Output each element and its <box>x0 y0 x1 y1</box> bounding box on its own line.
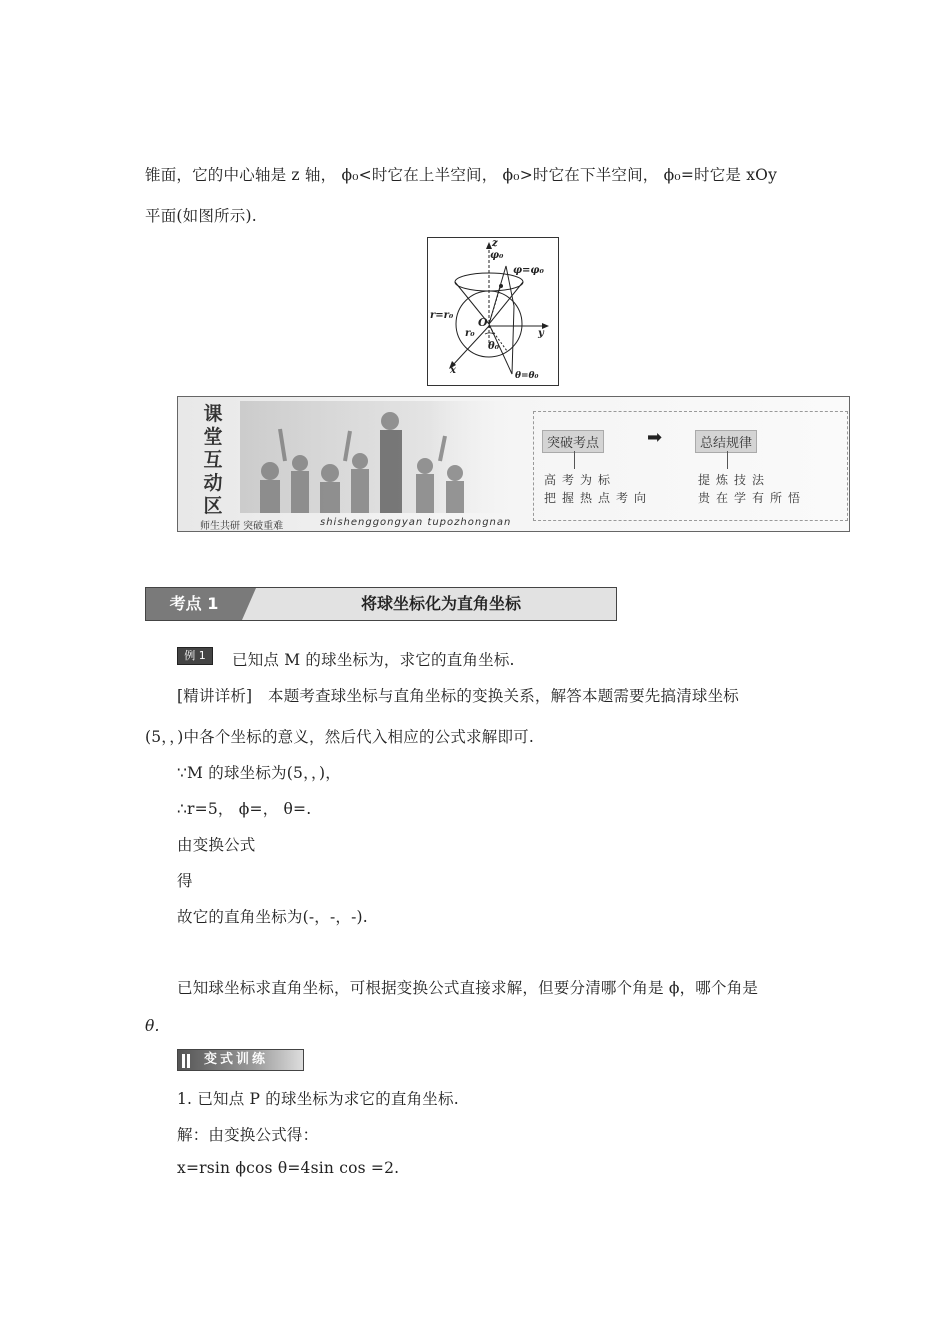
phi0-label: φ₀ <box>490 250 504 261</box>
example-question: 已知点 M 的球坐标为，求它的直角坐标. <box>232 651 515 669</box>
theta-equation-label: θ=θ₀ <box>515 371 539 381</box>
exercise-question: 1. 已知点 P 的球坐标为求它的直角坐标. <box>177 1090 459 1108</box>
theta0-label: θ₀ <box>488 341 500 352</box>
x-axis-label: x <box>450 365 456 376</box>
paragraph-line: 平面(如图所示). <box>145 207 257 225</box>
banner-right-line1: 提炼技法 <box>698 473 771 487</box>
tag-summary: 总结规律 <box>695 430 757 453</box>
bars-icon <box>182 1053 192 1067</box>
solution-step: ∴r=5， ϕ=， θ=. <box>177 800 312 818</box>
section-header <box>145 587 617 621</box>
r0-label: r₀ <box>465 328 475 339</box>
banner-left-line2: 把握热点考向 <box>544 491 653 505</box>
banner-footer-cn: 师生共研 突破重难 <box>200 521 284 532</box>
connector-line <box>727 451 728 469</box>
spherical-coordinate-figure <box>427 237 559 386</box>
paragraph-line: 锥面，它的中心轴是 z 轴， ϕ₀<时它在上半空间， ϕ₀>时它在下半空间， ϕ₀=时它是 xOy <box>145 166 778 184</box>
banner-right-line2: 贵在学有所悟 <box>698 491 807 505</box>
tag-breakthrough: 突破考点 <box>542 430 604 453</box>
analysis-line: (5，，)中各个坐标的意义，然后代入相应的公式求解即可. <box>145 728 534 746</box>
variant-label: 变式训练 <box>204 1052 269 1067</box>
phi-equation-label: φ=φ₀ <box>513 265 544 276</box>
exercise-solution: x=rsin ϕcos θ=4sin cos =2. <box>177 1159 400 1177</box>
analysis-line: [精讲详析] 本题考查球坐标与直角坐标的变换关系，解答本题需要先搞清球坐标 <box>177 687 739 705</box>
crowd-photo-illustration <box>240 401 510 513</box>
connector-line <box>574 451 575 469</box>
classroom-interaction-banner <box>177 396 850 532</box>
solution-step: 得 <box>177 872 193 890</box>
method-note: θ. <box>145 1017 160 1035</box>
banner-left-line1: 高考为标 <box>544 473 617 487</box>
example-badge: 例 1 <box>177 647 213 665</box>
banner-vertical-title: 课堂互动区 <box>203 403 223 517</box>
y-axis-label: y <box>538 328 544 339</box>
banner-footer-pinyin: shishenggongyan tupozhongnan <box>320 517 512 528</box>
z-axis-label: z <box>492 238 498 249</box>
r-equation-label: r=r₀ <box>430 310 454 321</box>
variant-training-header <box>177 1049 304 1071</box>
section-label: 考点 1 <box>146 588 242 620</box>
arrow-right-icon: ➡ <box>647 427 663 448</box>
origin-label: O <box>478 316 488 329</box>
method-note: 已知球坐标求直角坐标，可根据变换公式直接求解，但要分清哪个角是 ϕ，哪个角是 <box>177 979 759 997</box>
banner-footer <box>178 515 849 531</box>
exercise-solution: 解：由变换公式得： <box>177 1126 319 1144</box>
solution-step: 故它的直角坐标为(-，-，-). <box>177 908 368 926</box>
section-title: 将球坐标化为直角坐标 <box>360 594 521 613</box>
solution-step: ∵M 的球坐标为(5，，)， <box>177 764 341 782</box>
solution-step: 由变换公式 <box>177 836 256 854</box>
